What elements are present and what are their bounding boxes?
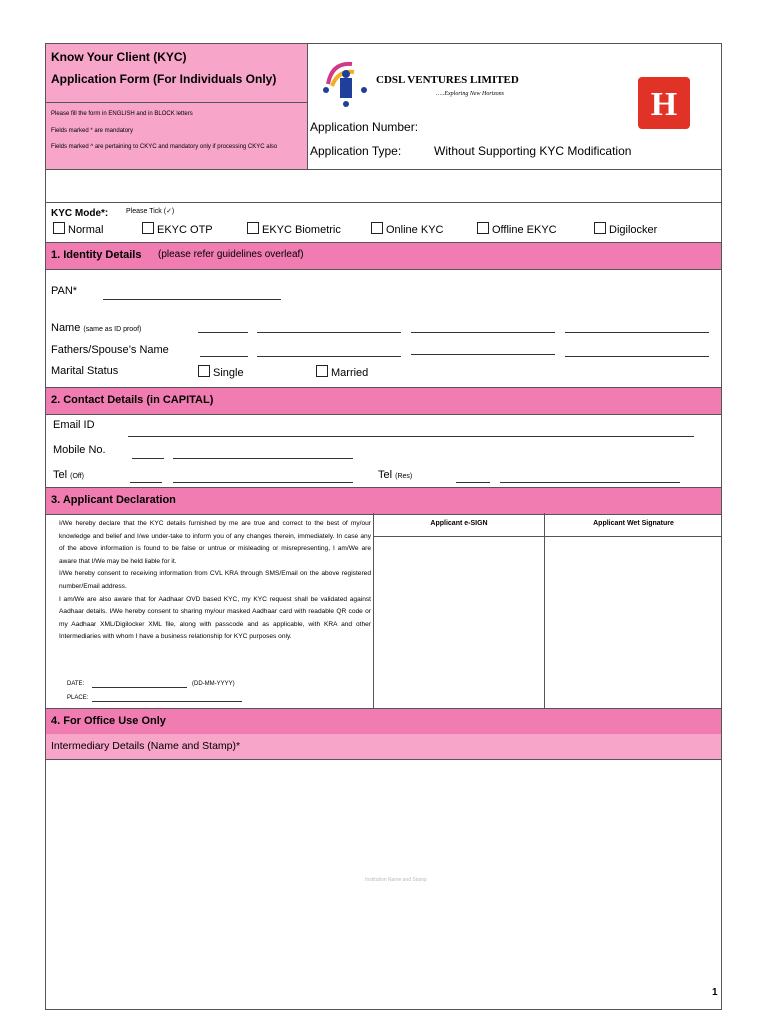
- cdsl-logo: [318, 54, 373, 109]
- contact-heading: 2. Contact Details (in CAPITAL): [51, 394, 214, 406]
- place-label: PLACE:: [67, 695, 89, 701]
- tel-off-label: Tel (Off): [53, 469, 84, 481]
- checkbox[interactable]: [594, 222, 606, 234]
- office-section-header: [46, 708, 721, 736]
- declaration-section-header: [46, 487, 721, 515]
- father-last-name-field[interactable]: [565, 356, 709, 357]
- father-middle-name-field[interactable]: [411, 354, 555, 355]
- page-number: 1: [712, 987, 718, 998]
- tel-res-number-field[interactable]: [500, 482, 680, 483]
- kyc-form: [45, 43, 722, 1010]
- father-spouse-label: Fathers/Spouse’s Name: [51, 344, 169, 356]
- declaration-heading: 3. Applicant Declaration: [51, 494, 176, 506]
- mobile-number-field[interactable]: [173, 458, 353, 459]
- identity-heading: 1. Identity Details: [51, 249, 142, 261]
- tel-off-number-field[interactable]: [173, 482, 353, 483]
- kyc-mode-normal[interactable]: Normal: [53, 222, 103, 236]
- stamp-area[interactable]: [46, 760, 721, 1010]
- form-title-line1: Know Your Client (KYC): [51, 50, 187, 64]
- contact-section-header: [46, 387, 721, 415]
- intermediary-details-bar: [46, 734, 721, 760]
- date-label: DATE:: [67, 681, 85, 687]
- checkbox[interactable]: [53, 222, 65, 234]
- mobile-code-field[interactable]: [132, 458, 164, 459]
- kyc-mode-label: KYC Mode*:: [51, 208, 109, 219]
- name-label: Name (same as ID proof): [51, 322, 142, 334]
- declaration-text: [59, 518, 371, 644]
- father-prefix-field[interactable]: [200, 356, 248, 357]
- kyc-mode-offline-ekyc[interactable]: Offline EKYC: [477, 222, 557, 236]
- pan-field[interactable]: [103, 299, 281, 300]
- middle-name-field[interactable]: [411, 332, 555, 333]
- kyc-mode-ekyc-otp[interactable]: EKYC OTP: [142, 222, 213, 236]
- wet-signature-label: Applicant Wet Signature: [593, 520, 674, 527]
- intermediary-logo: [638, 77, 690, 129]
- office-heading: 4. For Office Use Only: [51, 715, 166, 727]
- name-note: (same as ID proof): [83, 326, 142, 333]
- header-title-box: [46, 44, 308, 169]
- declaration-para1: I/We hereby declare that the KYC details furnished by me are true and correct to the best of my/our knowledge and belief and I/we under-take to inform you of any changes therein, immediately. In case any of the above information is found to be false or untrue or misleading or misrepresenting, I am/We are aware that I/We may be held liable for it.: [59, 520, 371, 565]
- application-type-value: Without Supporting KYC Modification: [434, 144, 632, 158]
- tel-res-std-field[interactable]: [456, 482, 490, 483]
- svg-text:H: H: [650, 86, 678, 123]
- identity-section-header: [46, 242, 721, 270]
- marital-married[interactable]: Married: [316, 365, 368, 379]
- place-field[interactable]: [92, 701, 242, 702]
- form-title-line2: Application Form (For Individuals Only): [51, 72, 277, 86]
- instruction-mandatory: Fields marked * are mandatory: [51, 128, 134, 134]
- kyc-mode-ekyc-biometric[interactable]: EKYC Biometric: [247, 222, 341, 236]
- esign-label: Applicant e-SIGN: [430, 520, 488, 527]
- email-field[interactable]: [128, 436, 694, 437]
- date-format: (DD-MM-YYYY): [192, 681, 235, 687]
- kyc-mode-online-kyc[interactable]: Online KYC: [371, 222, 443, 236]
- company-tagline: …..Exploring New Horizons: [436, 91, 505, 97]
- declaration-para2: I/We hereby consent to receiving information from CVL KRA through SMS/Email on the above registered number/Email address.: [59, 570, 371, 590]
- tel-off-note: (Off): [70, 473, 84, 480]
- date-field[interactable]: [92, 687, 187, 688]
- application-type-label: Application Type:: [310, 144, 402, 158]
- instruction-ckyc: Fields marked ^ are pertaining to CKYC and mandatory only if processing CKYC also: [51, 144, 278, 150]
- marital-status-label: Marital Status: [51, 365, 119, 377]
- checkbox[interactable]: [316, 365, 328, 377]
- company-name: CDSL VENTURES LIMITED: [376, 74, 519, 86]
- kyc-mode-digilocker[interactable]: Digilocker: [594, 222, 657, 236]
- tel-off-std-field[interactable]: [130, 482, 162, 483]
- checkbox[interactable]: [477, 222, 489, 234]
- pan-label: PAN*: [51, 285, 78, 297]
- intermediary-label: Intermediary Details (Name and Stamp)*: [51, 740, 241, 752]
- application-number-label: Application Number:: [310, 120, 419, 134]
- signature-boxes: [373, 513, 722, 709]
- checkbox[interactable]: [198, 365, 210, 377]
- name-prefix-field[interactable]: [198, 332, 248, 333]
- checkbox[interactable]: [142, 222, 154, 234]
- tel-res-label: Tel (Res): [378, 469, 413, 481]
- wet-signature-box[interactable]: [546, 537, 721, 708]
- email-label: Email ID: [53, 419, 95, 431]
- date-row: [67, 681, 84, 687]
- tel-res-note: (Res): [395, 473, 413, 480]
- stamp-watermark: Institution Name and Stamp: [365, 877, 427, 883]
- checkbox[interactable]: [247, 222, 259, 234]
- last-name-field[interactable]: [565, 332, 709, 333]
- instruction-block-letters: Please fill the form in ENGLISH and in BLOCK letters: [51, 111, 193, 117]
- father-first-name-field[interactable]: [257, 356, 401, 357]
- first-name-field[interactable]: [257, 332, 401, 333]
- mobile-label: Mobile No.: [53, 444, 106, 456]
- checkbox[interactable]: [371, 222, 383, 234]
- identity-heading-note: (please refer guidelines overleaf): [158, 249, 304, 260]
- declaration-para3: I am/We are also aware that for Aadhaar OVD based KYC, my KYC request shall be validated against Aadhaar details. I/We hereby consent to sharing my/our masked Aadhaar card with readable QR code or my Aadhaar XML/Digilocker XML file, along with passcode and as applicable, with KRA and other Intermediaries with whom I have a business relationship for KYC purposes only.: [59, 595, 371, 641]
- kyc-mode-hint: Please Tick (✓): [126, 208, 175, 215]
- marital-single[interactable]: Single: [198, 365, 244, 379]
- esign-box[interactable]: [375, 537, 543, 708]
